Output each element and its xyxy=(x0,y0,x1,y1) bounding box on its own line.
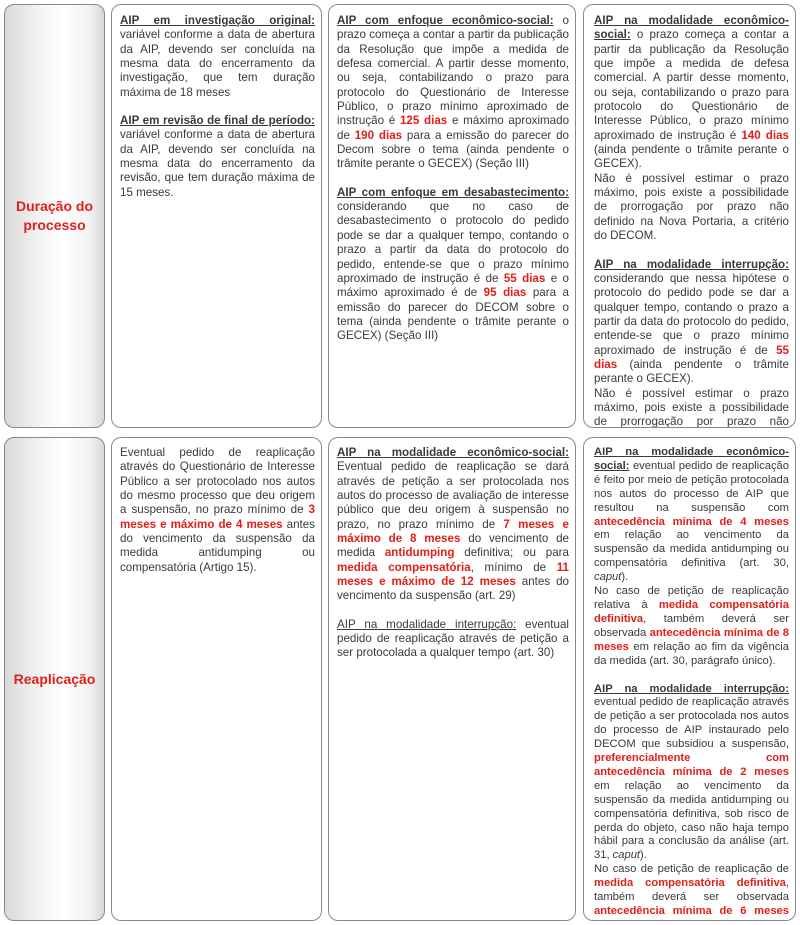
body-text: (ainda pendente o trâmite perante o GECEX). xyxy=(594,143,789,171)
section-heading: AIP na modalidade interrupção: xyxy=(594,257,789,271)
highlight: antecedência mínima de 6 meses xyxy=(594,905,789,917)
paragraph: Não é possível estimar o prazo máximo, pois existe a possibilidade de prorrogação por prazo não xyxy=(594,386,789,428)
body-text: No caso de petição de reaplicação de xyxy=(594,863,789,876)
body-text: , mínimo de xyxy=(470,560,557,574)
cell-reaplicacao-col1 xyxy=(111,437,322,921)
body-text: (ainda pendente o trâmite perante o GECEX). xyxy=(594,357,789,386)
paragraph xyxy=(337,618,569,661)
body-text: considerando que no caso de desabastecimento o protocolo do pedido pode se dar a qualquer tempo, contando o prazo a partir da data do protocolo do pedido, entende-se que o prazo mínimo aproximado de instrução é de xyxy=(337,200,569,285)
section-heading: AIP com enfoque econômico-social: xyxy=(337,14,554,27)
section-heading: AIP na modalidade econômico-social: xyxy=(337,446,569,459)
highlight: antidumping xyxy=(384,546,455,560)
body-text: o prazo começa a contar a partir da publicação da Resolução que impõe a medida de defesa comercial. A partir desse momento, ou seja, contabilizando o prazo para protocolo do Questionário de Interesse Público, o prazo mínimo aproximado de instrução é xyxy=(594,28,789,142)
cell-duracao-col1 xyxy=(111,4,322,428)
body-text: eventual pedido de reaplicação através de petição a ser protocolada a qualquer tempo (art. 30) xyxy=(337,617,569,660)
body-text: ). xyxy=(640,849,647,862)
paragraph xyxy=(337,186,569,344)
paragraph xyxy=(120,14,315,100)
highlight: 95 dias xyxy=(483,286,527,300)
body-text: em relação ao vencimento da suspensão da medida antidumping ou compensatória definitiva, sob risco de perda do objeto, caso não haja tempo hábil para a conclusão da análise (art. 31, xyxy=(594,779,789,862)
highlight: 3 meses e máximo de 4 meses xyxy=(120,503,315,531)
paragraph xyxy=(594,863,789,921)
highlight: 7 meses e máximo de 8 meses xyxy=(337,517,569,546)
section-heading: AIP na modalidade econômico-social: xyxy=(594,14,789,42)
paragraph xyxy=(594,585,789,668)
paragraph xyxy=(337,446,569,604)
body-text: Eventual pedido de reaplicação através do Questionário de Interesse Público a ser protocolado nos autos do mesmo processo que deu origem a suspensão, no prazo mínimo de xyxy=(120,446,315,517)
paragraph xyxy=(120,114,315,200)
body-text: do vencimento de medida xyxy=(337,532,569,560)
cell-text xyxy=(120,446,315,575)
section-heading: AIP na modalidade interrupção: xyxy=(594,682,789,695)
body-text: eventual pedido de reaplicação é feito por meio de petição protocolada nos autos do processo de AIP que resultou na suspensão com xyxy=(594,459,789,514)
paragraph xyxy=(594,446,789,585)
paragraph xyxy=(594,14,789,172)
highlight: 55 dias xyxy=(503,271,546,285)
body-text: e máximo aproximado de xyxy=(337,114,570,142)
highlight: 55 dias xyxy=(594,343,789,371)
body-text: , também deverá ser observada xyxy=(594,877,789,904)
paragraph xyxy=(594,683,789,864)
body-text: ). xyxy=(621,571,629,584)
cell-text xyxy=(337,446,569,661)
body-text: Eventual pedido de reaplicação se dará através de petição a ser protocolada nos autos do processo de avaliação de interesse público que deu origem à suspensão no prazo, no prazo mínimo de xyxy=(337,460,569,531)
body-text: antes do vencimento da suspensão da medida antidumping ou compensatória (Artigo 15). xyxy=(120,517,315,574)
section-heading: AIP com enfoque em desabastecimento: xyxy=(337,185,569,199)
highlight: 140 dias xyxy=(741,128,789,142)
paragraph xyxy=(594,258,789,387)
body-text: considerando que nessa hipótese o protocolo do pedido pode se dar a qualquer tempo, contando o prazo a partir da data do protocolo do pedido, entende-se que o prazo mínimo aproximado de instrução é de xyxy=(594,271,789,357)
paragraph: Não é possível estimar o prazo máximo, pois existe a possibilidade de prorrogação por prazo não definido na Nova Portaria, a critério do DECOM. xyxy=(594,171,789,243)
highlight: antecedência mínima de 4 meses xyxy=(594,515,789,528)
body-text: em relação ao fim da vigência da medida (art. 30, parágrafo único). xyxy=(594,640,789,667)
paragraph xyxy=(337,14,569,172)
section-body: variável conforme a data de abertura da AIP, devendo ser concluída na mesma data do encerramento da revisão, que tem duração máxima de 15 meses. xyxy=(120,128,315,199)
highlight: medida compensatória xyxy=(337,560,471,574)
body-text: eventual pedido de reaplicação através de petição a ser protocolada nos autos do processo de AIP instaurado pelo DECOM que subsidiou a suspensão, xyxy=(594,696,789,751)
cell-text xyxy=(120,14,315,200)
cell-reaplicacao-col3 xyxy=(583,437,796,921)
highlight: 11 meses e máximo de 12 meses xyxy=(337,560,569,589)
highlight: medida compensatória definitiva xyxy=(594,598,789,625)
cell-duracao-col3 xyxy=(583,4,796,428)
row-label-text: Reaplicação xyxy=(13,670,96,687)
body-text: No caso de petição de reaplicação relativa à xyxy=(594,585,789,611)
section-heading: AIP na modalidade econômico-social: xyxy=(594,446,789,472)
body-text: e o máximo aproximado é de xyxy=(337,271,570,300)
section-body: variável conforme a data de abertura da AIP, devendo ser concluída na mesma data do encerramento da investigação, que tem duração máxima de 18 meses xyxy=(120,28,315,99)
cell-text xyxy=(594,14,789,428)
row-label-duracao xyxy=(4,4,105,428)
cell-duracao-col2 xyxy=(328,4,576,428)
body-text: em relação ao vencimento da suspensão da medida antidumping ou compensatória definitiva (art. 30, xyxy=(594,529,789,570)
highlight: 125 dias xyxy=(399,114,448,128)
section-heading: AIP em revisão de final de período: xyxy=(120,114,315,128)
row-label-reaplicacao xyxy=(4,437,105,921)
row-label-text: Duração do processo xyxy=(15,198,93,233)
highlight: preferencialmente com antecedência mínima de 2 meses xyxy=(594,752,789,778)
highlight: medida compensatória definitiva xyxy=(594,877,786,890)
highlight: antecedência mínima de 8 meses xyxy=(594,626,789,653)
italic-text: caput xyxy=(612,849,641,862)
cell-text xyxy=(594,446,789,921)
cell-reaplicacao-col2 xyxy=(328,437,576,921)
highlight: 190 dias xyxy=(354,128,403,142)
italic-text: caput xyxy=(594,571,622,584)
body-text: definitiva; ou para xyxy=(454,546,569,560)
section-heading: AIP em investigação original: xyxy=(120,14,315,27)
body-text: antes do vencimento da suspensão (art. 29) xyxy=(337,575,569,603)
body-text: o prazo começa a contar a partir da publicação da Resolução que impõe a medida de defesa comercial. A partir desse momento, ou seja, contabilizando o prazo para protocolo do Questionário de Interesse Público, o prazo mínimo aproximado de instrução é xyxy=(337,14,570,128)
body-text: , também deverá ser observada xyxy=(594,612,789,639)
body-text xyxy=(594,919,789,921)
body-text: para a emissão do parecer do Decom sobre o tema (ainda pendente o trâmite perante o GECEX) (Seção III) xyxy=(337,128,569,171)
paragraph xyxy=(120,446,315,575)
cell-text xyxy=(337,14,569,344)
body-text: para a emissão do parecer do DECOM sobre o tema (ainda pendente o trâmite perante o GECEX) (Seção III) xyxy=(337,286,569,343)
section-heading: AIP na modalidade interrupção: xyxy=(337,617,517,631)
